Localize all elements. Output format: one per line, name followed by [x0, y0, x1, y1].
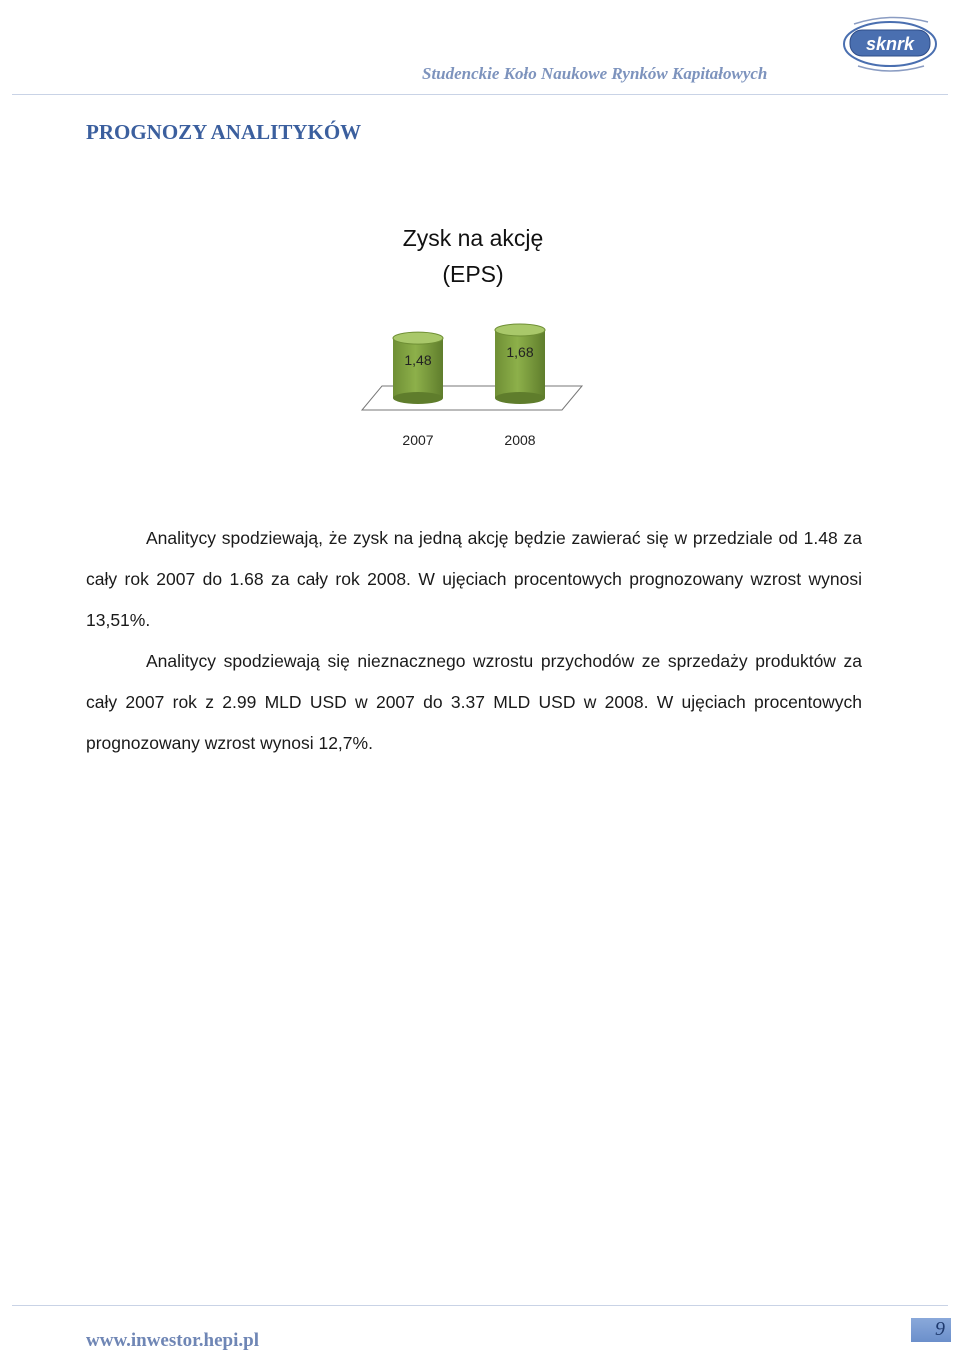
logo-text: sknrk — [865, 34, 915, 54]
chart-bar-top — [495, 324, 545, 336]
chart-bar-base — [393, 392, 443, 404]
header-rule — [12, 94, 948, 95]
chart-bar — [495, 330, 545, 398]
paragraph-revenue-text: Analitycy spodziewają się nieznacznego wzrostu przychodów ze sprzedaży produktów za cały 2007 rok z 2.99 MLD USD w 2007 do 3.37 MLD USD w 2008. W ujęciach procentowych prognozowany wzrost wynosi 12,7%. — [86, 651, 862, 753]
footer-url: www.inwestor.hepi.pl — [86, 1330, 259, 1351]
chart-category-label: 2007 — [402, 432, 434, 448]
paragraph-eps — [86, 518, 862, 641]
chart-bar-top — [393, 332, 443, 344]
eps-chart — [300, 210, 660, 460]
paragraph-revenue — [86, 641, 862, 764]
page-number-box — [911, 1318, 951, 1342]
sknrk-logo — [840, 14, 940, 76]
chart-bar-base — [495, 392, 545, 404]
page-number: 9 — [935, 1318, 945, 1340]
chart-title-line1: Zysk na akcję — [402, 225, 544, 251]
chart-data-label: 1,68 — [506, 344, 534, 360]
chart-title-line2: (EPS) — [442, 261, 504, 287]
chart-plot — [300, 210, 660, 460]
chart-data-label: 1,48 — [404, 352, 432, 369]
paragraph-eps-text: Analitycy spodziewają, że zysk na jedną akcję będzie zawierać się w przedziale od 1.48 za cały rok 2007 do 1.68 za cały rok 2008. W ujęciach procentowych prognozowany wzrost wynosi 13,51%. — [86, 528, 862, 630]
chart-category-label: 2008 — [504, 432, 536, 448]
footer-rule — [12, 1305, 948, 1306]
header-title: Studenckie Koło Naukowe Rynków Kapitałowych — [422, 64, 768, 83]
section-heading: PROGNOZY ANALITYKÓW — [86, 120, 362, 144]
